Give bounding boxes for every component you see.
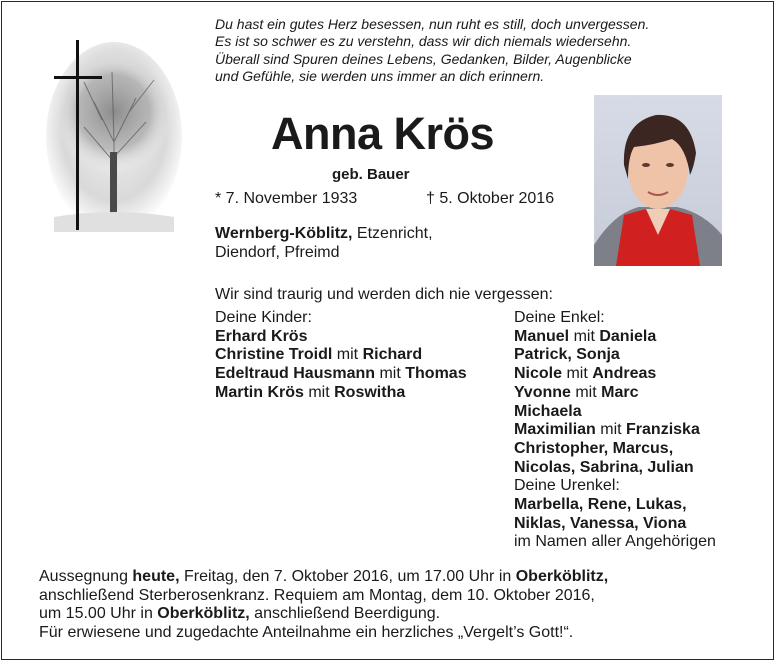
- funeral-info: [39, 568, 608, 642]
- text-segment: mit: [303, 383, 335, 401]
- list-item: [215, 384, 467, 403]
- text-segment: Erhard Krös: [215, 327, 308, 345]
- text-segment: Franziska: [626, 421, 700, 439]
- text-segment: Michaela: [514, 402, 582, 420]
- text-segment: mit: [570, 383, 602, 401]
- tree-cross-image: [44, 32, 182, 232]
- list-item: [514, 328, 716, 347]
- text-segment: mit: [332, 346, 363, 364]
- text-segment: Marc: [601, 383, 639, 401]
- closing-line: im Namen aller Angehörigen: [514, 533, 716, 551]
- text-segment: Für erwiesene und zugedachte Anteilnahme ein herzliches „Vergelt’s Gott!“.: [39, 623, 574, 641]
- text-segment: Thomas: [405, 365, 467, 383]
- list-item: [514, 365, 716, 384]
- text-segment: Niklas, Vanessa, Viona: [514, 514, 687, 532]
- text-segment: Edeltraud Hausmann: [215, 365, 376, 383]
- text-segment: Freitag, den 7. Oktober 2016, um 17.00 Uhr in: [179, 568, 516, 585]
- poem: [215, 16, 685, 85]
- children-list: [215, 309, 467, 403]
- grandchildren-list: [514, 309, 716, 552]
- list-item: [514, 346, 716, 365]
- poem-line: Überall sind Spuren deines Lebens, Gedanken, Bilder, Augenblicke: [215, 50, 632, 67]
- text-segment: Christopher, Marcus,: [514, 439, 674, 457]
- list-item: [514, 496, 716, 515]
- portrait-photo: [594, 95, 722, 266]
- text-segment: Oberköblitz,: [515, 568, 609, 585]
- text-segment: mit: [595, 421, 627, 439]
- birth-name: geb. Bauer: [332, 166, 410, 183]
- text-segment: anschließend Beerdigung.: [249, 605, 441, 622]
- text-segment: Manuel: [514, 327, 570, 345]
- text-segment: Daniela: [599, 327, 657, 345]
- text-segment: Andreas: [592, 365, 657, 383]
- poem-line: Du hast ein gutes Herz besessen, nun ruht es still, doch unvergessen.: [215, 16, 650, 32]
- text-segment: Maximilian: [514, 421, 596, 439]
- text-segment: Christine Troidl: [215, 346, 333, 364]
- deceased-name: Anna Krös: [271, 108, 495, 159]
- place-rest: Etzenricht,: [352, 225, 433, 242]
- list-item: [514, 515, 716, 534]
- list-item: [514, 421, 716, 440]
- text-segment: Yvonne: [514, 383, 571, 401]
- poem-line: Es ist so schwer es zu verstehn, dass wir dich niemals wiedersehn.: [215, 33, 632, 50]
- list-item: [215, 328, 467, 347]
- text-segment: Marbella, Rene, Lukas,: [514, 496, 687, 514]
- text-segment: Nicole: [514, 365, 563, 383]
- text-segment: Patrick, Sonja: [514, 346, 620, 364]
- text-segment: mit: [562, 365, 593, 383]
- mourning-line: Wir sind traurig und werden dich nie vergessen:: [215, 286, 553, 303]
- text-segment: Oberköblitz,: [157, 605, 250, 622]
- text-segment: Nicolas, Sabrina, Julian: [514, 458, 694, 476]
- text-segment: Aussegnung: [39, 568, 133, 585]
- great-grandchildren-heading: Deine Urenkel:: [514, 477, 620, 495]
- text-segment: anschließend Sterberosenkranz. Requiem am Montag, dem 10. Oktober 2016,: [39, 586, 595, 604]
- grandchildren-heading: Deine Enkel:: [514, 309, 605, 326]
- place-bold: Wernberg-Köblitz,: [215, 225, 353, 242]
- list-item: [514, 403, 716, 422]
- poem-line: und Gefühle, sie werden uns immer an dich erinnern.: [215, 67, 545, 84]
- list-item: [514, 440, 716, 459]
- children-heading: Deine Kinder:: [215, 309, 312, 326]
- place-line-2: Diendorf, Pfreimd: [215, 244, 340, 261]
- text-segment: heute,: [132, 568, 180, 585]
- birth-date: * 7. November 1933: [215, 190, 358, 207]
- text-segment: mit: [375, 365, 406, 383]
- text-segment: Martin Krös: [215, 383, 304, 401]
- places: [215, 224, 433, 262]
- text-segment: um 15.00 Uhr in: [39, 605, 158, 622]
- list-item: [215, 365, 467, 384]
- text-segment: mit: [569, 327, 600, 345]
- text-segment: Roswitha: [334, 383, 406, 401]
- death-date: † 5. Oktober 2016: [426, 190, 555, 207]
- list-item: [215, 346, 467, 365]
- list-item: [514, 384, 716, 403]
- text-segment: Richard: [362, 346, 423, 364]
- list-item: [514, 459, 716, 478]
